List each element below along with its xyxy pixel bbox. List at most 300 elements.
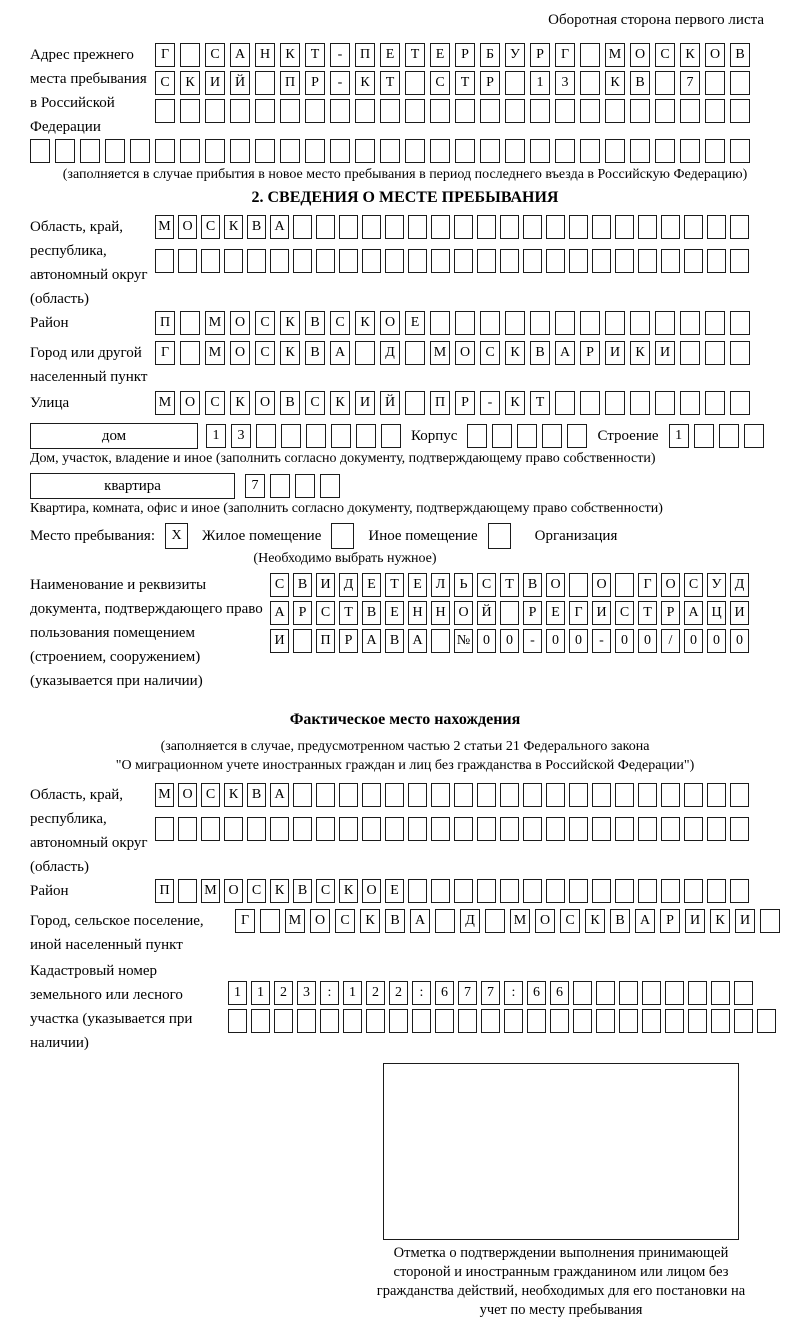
document-cell-rows [270, 573, 749, 657]
char-cell [435, 909, 455, 933]
char-cell: Е [380, 43, 400, 67]
char-cell [330, 99, 350, 123]
char-cell [661, 879, 680, 903]
char-cell [500, 879, 519, 903]
char-cell [711, 1009, 730, 1033]
char-cell: Р [530, 43, 550, 67]
char-cell: 1 [251, 981, 270, 1005]
district-label: Район [30, 315, 69, 331]
char-cell [180, 43, 200, 67]
char-cell: И [316, 573, 335, 597]
char-cell: А [555, 341, 575, 365]
char-cell: М [155, 215, 174, 239]
prev-address-note: (заполняется в случае прибытия в новое место пребывания в период последнего въезда в Российскую Федерацию) [62, 167, 748, 182]
char-cell: В [530, 341, 550, 365]
char-cell [630, 311, 650, 335]
cadastral-cell-rows [228, 981, 776, 1037]
char-cell [719, 424, 739, 448]
char-cell: К [710, 909, 730, 933]
char-cell: Р [523, 601, 542, 625]
char-cell [362, 215, 381, 239]
char-cell: Р [660, 909, 680, 933]
char-cell: Т [339, 601, 358, 625]
checkbox-other-premises [331, 523, 354, 549]
char-cell [297, 1009, 316, 1033]
char-cell: М [155, 783, 174, 807]
actual-city-block [30, 909, 780, 957]
section2-title: 2. СВЕДЕНИЯ О МЕСТЕ ПРЕБЫВАНИЯ [251, 189, 559, 206]
char-cell: К [280, 341, 300, 365]
char-cell: У [505, 43, 525, 67]
char-cell: М [285, 909, 305, 933]
char-cell: В [305, 341, 325, 365]
char-cell [477, 249, 496, 273]
char-cell [684, 879, 703, 903]
char-cell [505, 99, 525, 123]
char-cell [339, 215, 358, 239]
char-cell: 0 [730, 629, 749, 653]
char-cell [546, 215, 565, 239]
char-cell [412, 1009, 431, 1033]
char-cell: С [247, 879, 266, 903]
char-cell [205, 139, 225, 163]
char-cell [380, 139, 400, 163]
char-cell [615, 573, 634, 597]
char-cell: О [230, 311, 250, 335]
char-cell: Г [555, 43, 575, 67]
actual-region-block [30, 783, 780, 879]
char-cell: П [355, 43, 375, 67]
char-cell [320, 1009, 339, 1033]
char-cell: Й [477, 601, 496, 625]
char-cell: С [205, 391, 225, 415]
char-cell: К [270, 879, 289, 903]
char-cell [530, 99, 550, 123]
char-cell [573, 1009, 592, 1033]
char-cell: Р [480, 71, 500, 95]
char-cell: О [705, 43, 725, 67]
char-cell [306, 424, 326, 448]
actual-district-row [155, 879, 749, 903]
char-cell [707, 249, 726, 273]
char-cell [389, 1009, 408, 1033]
char-cell [480, 99, 500, 123]
apartment-field-box: квартира [30, 473, 235, 499]
char-cell: М [205, 311, 225, 335]
char-cell [366, 1009, 385, 1033]
char-cell: Е [385, 601, 404, 625]
char-cell [155, 817, 174, 841]
char-cell [339, 817, 358, 841]
prev-address-row-2 [155, 71, 750, 95]
char-cell: Й [380, 391, 400, 415]
char-cell [615, 215, 634, 239]
char-cell: - [480, 391, 500, 415]
char-cell: К [630, 341, 650, 365]
char-cell [605, 311, 625, 335]
char-cell: Т [305, 43, 325, 67]
char-cell: Р [455, 43, 475, 67]
char-cell: С [255, 311, 275, 335]
document-row-2 [270, 601, 749, 625]
char-cell [385, 249, 404, 273]
char-cell: В [385, 629, 404, 653]
stamp-area [370, 1063, 752, 1320]
char-cell: Е [408, 573, 427, 597]
char-cell [155, 99, 175, 123]
char-cell [517, 424, 537, 448]
char-cell: Р [580, 341, 600, 365]
char-cell: О [380, 311, 400, 335]
char-cell [355, 341, 375, 365]
char-cell [385, 783, 404, 807]
actual-region-cell-rows [155, 783, 749, 845]
char-cell [760, 909, 780, 933]
char-cell: С [316, 601, 335, 625]
street-block [30, 391, 780, 419]
char-cell [477, 879, 496, 903]
char-cell: А [410, 909, 430, 933]
char-cell [523, 879, 542, 903]
region-block [30, 215, 780, 311]
char-cell: К [505, 341, 525, 365]
char-cell: Д [339, 573, 358, 597]
char-cell [492, 424, 512, 448]
char-cell: Т [455, 71, 475, 95]
char-cell [661, 249, 680, 273]
char-cell [431, 783, 450, 807]
char-cell [280, 99, 300, 123]
char-cell [295, 474, 315, 498]
char-cell: Ь [454, 573, 473, 597]
char-cell [523, 215, 542, 239]
char-cell: : [320, 981, 339, 1005]
char-cell [408, 879, 427, 903]
prev-address-block [30, 43, 780, 139]
char-cell [573, 981, 592, 1005]
char-cell [555, 391, 575, 415]
char-cell: О [255, 391, 275, 415]
char-cell [201, 249, 220, 273]
char-cell: Е [405, 311, 425, 335]
char-cell: О [178, 783, 197, 807]
char-cell [477, 817, 496, 841]
char-cell: Р [293, 601, 312, 625]
char-cell [178, 249, 197, 273]
char-cell: Л [431, 573, 450, 597]
char-cell: В [305, 311, 325, 335]
char-cell [316, 249, 335, 273]
char-cell [230, 139, 250, 163]
char-cell [569, 817, 588, 841]
cadastral-row-2 [228, 1009, 776, 1033]
char-cell: С [430, 71, 450, 95]
char-cell: А [230, 43, 250, 67]
char-cell: И [205, 71, 225, 95]
char-cell: Т [500, 573, 519, 597]
char-cell: В [730, 43, 750, 67]
char-cell [730, 879, 749, 903]
char-cell [480, 311, 500, 335]
char-cell [684, 817, 703, 841]
char-cell [405, 99, 425, 123]
char-cell [592, 879, 611, 903]
char-cell [555, 99, 575, 123]
char-cell: С [305, 391, 325, 415]
char-cell [638, 879, 657, 903]
char-cell [293, 249, 312, 273]
char-cell: О [546, 573, 565, 597]
char-cell: 3 [297, 981, 316, 1005]
char-cell: В [385, 909, 405, 933]
char-cell [730, 391, 750, 415]
char-cell: 0 [569, 629, 588, 653]
stroenie-cells [669, 424, 764, 448]
char-cell [316, 817, 335, 841]
char-cell [431, 879, 450, 903]
char-cell [615, 249, 634, 273]
char-cell [638, 783, 657, 807]
char-cell [619, 1009, 638, 1033]
char-cell [705, 341, 725, 365]
char-cell [684, 249, 703, 273]
char-cell [542, 424, 562, 448]
char-cell: С [480, 341, 500, 365]
char-cell [274, 1009, 293, 1033]
char-cell [331, 424, 351, 448]
char-cell: Р [339, 629, 358, 653]
city-block [30, 341, 780, 389]
char-cell: 0 [684, 629, 703, 653]
char-cell [431, 629, 450, 653]
char-cell [435, 1009, 454, 1033]
char-cell [730, 215, 749, 239]
char-cell [555, 139, 575, 163]
char-cell [405, 341, 425, 365]
char-cell [477, 783, 496, 807]
char-cell [454, 879, 473, 903]
char-cell [339, 249, 358, 273]
char-cell: К [605, 71, 625, 95]
char-cell [707, 879, 726, 903]
char-cell [661, 215, 680, 239]
char-cell [458, 1009, 477, 1033]
actual-district-label: Район [30, 883, 69, 899]
char-cell [408, 249, 427, 273]
char-cell [230, 99, 250, 123]
char-cell: Е [430, 43, 450, 67]
char-cell [247, 249, 266, 273]
char-cell: 0 [638, 629, 657, 653]
char-cell [224, 817, 243, 841]
char-cell: С [615, 601, 634, 625]
char-cell [523, 817, 542, 841]
char-cell: 1 [228, 981, 247, 1005]
char-cell [615, 817, 634, 841]
char-cell: К [180, 71, 200, 95]
char-cell [293, 629, 312, 653]
char-cell [523, 249, 542, 273]
actual-region-row-2 [155, 817, 749, 841]
char-cell [680, 341, 700, 365]
char-cell: С [205, 43, 225, 67]
char-cell: Е [362, 573, 381, 597]
char-cell [655, 391, 675, 415]
char-cell [707, 817, 726, 841]
char-cell: О [224, 879, 243, 903]
char-cell: А [635, 909, 655, 933]
char-cell: К [680, 43, 700, 67]
char-cell [408, 817, 427, 841]
char-cell [504, 1009, 523, 1033]
char-cell [293, 783, 312, 807]
char-cell [642, 981, 661, 1005]
char-cell [730, 341, 750, 365]
char-cell: О [535, 909, 555, 933]
char-cell [178, 817, 197, 841]
char-cell [480, 139, 500, 163]
actual-city-label: Город, сельское поселение, иной населенный пункт [30, 913, 204, 953]
char-cell: Н [431, 601, 450, 625]
char-cell [355, 99, 375, 123]
char-cell [362, 249, 381, 273]
char-cell: - [523, 629, 542, 653]
char-cell: 0 [546, 629, 565, 653]
house-row [30, 423, 780, 449]
char-cell: № [454, 629, 473, 653]
char-cell: 7 [680, 71, 700, 95]
char-cell: 6 [550, 981, 569, 1005]
char-cell: : [412, 981, 431, 1005]
char-cell: О [592, 573, 611, 597]
char-cell: Г [155, 341, 175, 365]
char-cell: Д [730, 573, 749, 597]
char-cell: 2 [366, 981, 385, 1005]
char-cell: Е [546, 601, 565, 625]
char-cell: Н [255, 43, 275, 67]
checkbox-residential: X [165, 523, 188, 549]
char-cell [757, 1009, 776, 1033]
char-cell: В [293, 573, 312, 597]
char-cell: С [560, 909, 580, 933]
char-cell [505, 139, 525, 163]
char-cell [247, 817, 266, 841]
char-cell [260, 909, 280, 933]
cadastral-label: Кадастровый номер земельного или лесного участка (указывается при наличии) [30, 963, 193, 1051]
char-cell [500, 215, 519, 239]
actual-region-label: Область, край, республика, автономный округ (область) [30, 787, 148, 875]
region-row-2 [155, 249, 749, 273]
char-cell [270, 249, 289, 273]
char-cell: С [684, 573, 703, 597]
stay-type-label: Место пребывания: [30, 527, 155, 544]
char-cell: И [270, 629, 289, 653]
char-cell: С [655, 43, 675, 67]
char-cell [705, 311, 725, 335]
char-cell: - [330, 71, 350, 95]
char-cell: Г [638, 573, 657, 597]
district-row [155, 311, 750, 335]
char-cell: К [585, 909, 605, 933]
char-cell [405, 71, 425, 95]
char-cell: О [454, 601, 473, 625]
char-cell [251, 1009, 270, 1033]
char-cell: 6 [435, 981, 454, 1005]
char-cell [580, 71, 600, 95]
char-cell [665, 981, 684, 1005]
char-cell [431, 249, 450, 273]
char-cell [605, 99, 625, 123]
char-cell: 0 [615, 629, 634, 653]
char-cell [316, 215, 335, 239]
char-cell [665, 1009, 684, 1033]
district-block [30, 311, 780, 339]
char-cell [680, 139, 700, 163]
char-cell: Г [155, 43, 175, 67]
char-cell [320, 474, 340, 498]
char-cell [380, 99, 400, 123]
char-cell [477, 215, 496, 239]
char-cell [316, 783, 335, 807]
char-cell: 3 [231, 424, 251, 448]
char-cell: О [310, 909, 330, 933]
char-cell: Р [661, 601, 680, 625]
char-cell [454, 783, 473, 807]
char-cell: П [155, 311, 175, 335]
char-cell [430, 139, 450, 163]
char-cell: И [355, 391, 375, 415]
char-cell [684, 215, 703, 239]
char-cell [530, 139, 550, 163]
char-cell: С [477, 573, 496, 597]
char-cell [688, 1009, 707, 1033]
prev-address-overflow-row [30, 139, 780, 163]
checkbox-organization [488, 523, 511, 549]
char-cell [550, 1009, 569, 1033]
char-cell [255, 71, 275, 95]
char-cell: М [605, 43, 625, 67]
char-cell [569, 783, 588, 807]
page-side-note: Оборотная сторона первого листа [548, 12, 764, 28]
house-number-cells [206, 424, 401, 448]
char-cell [505, 71, 525, 95]
char-cell: В [247, 783, 266, 807]
prev-address-label: Адрес прежнего места пребывания в Российской Федерации [30, 47, 147, 135]
apartment-row [30, 473, 780, 499]
char-cell: К [505, 391, 525, 415]
char-cell [255, 99, 275, 123]
char-cell: А [408, 629, 427, 653]
char-cell: Т [380, 71, 400, 95]
char-cell: И [605, 341, 625, 365]
char-cell: П [430, 391, 450, 415]
char-cell: У [707, 573, 726, 597]
char-cell [455, 139, 475, 163]
char-cell [155, 249, 174, 273]
char-cell: И [735, 909, 755, 933]
char-cell [293, 817, 312, 841]
char-cell: М [155, 391, 175, 415]
char-cell [734, 1009, 753, 1033]
char-cell: А [684, 601, 703, 625]
char-cell [694, 424, 714, 448]
char-cell [505, 311, 525, 335]
char-cell: К [230, 391, 250, 415]
char-cell [430, 99, 450, 123]
char-cell: Й [230, 71, 250, 95]
char-cell: М [430, 341, 450, 365]
char-cell: К [280, 311, 300, 335]
